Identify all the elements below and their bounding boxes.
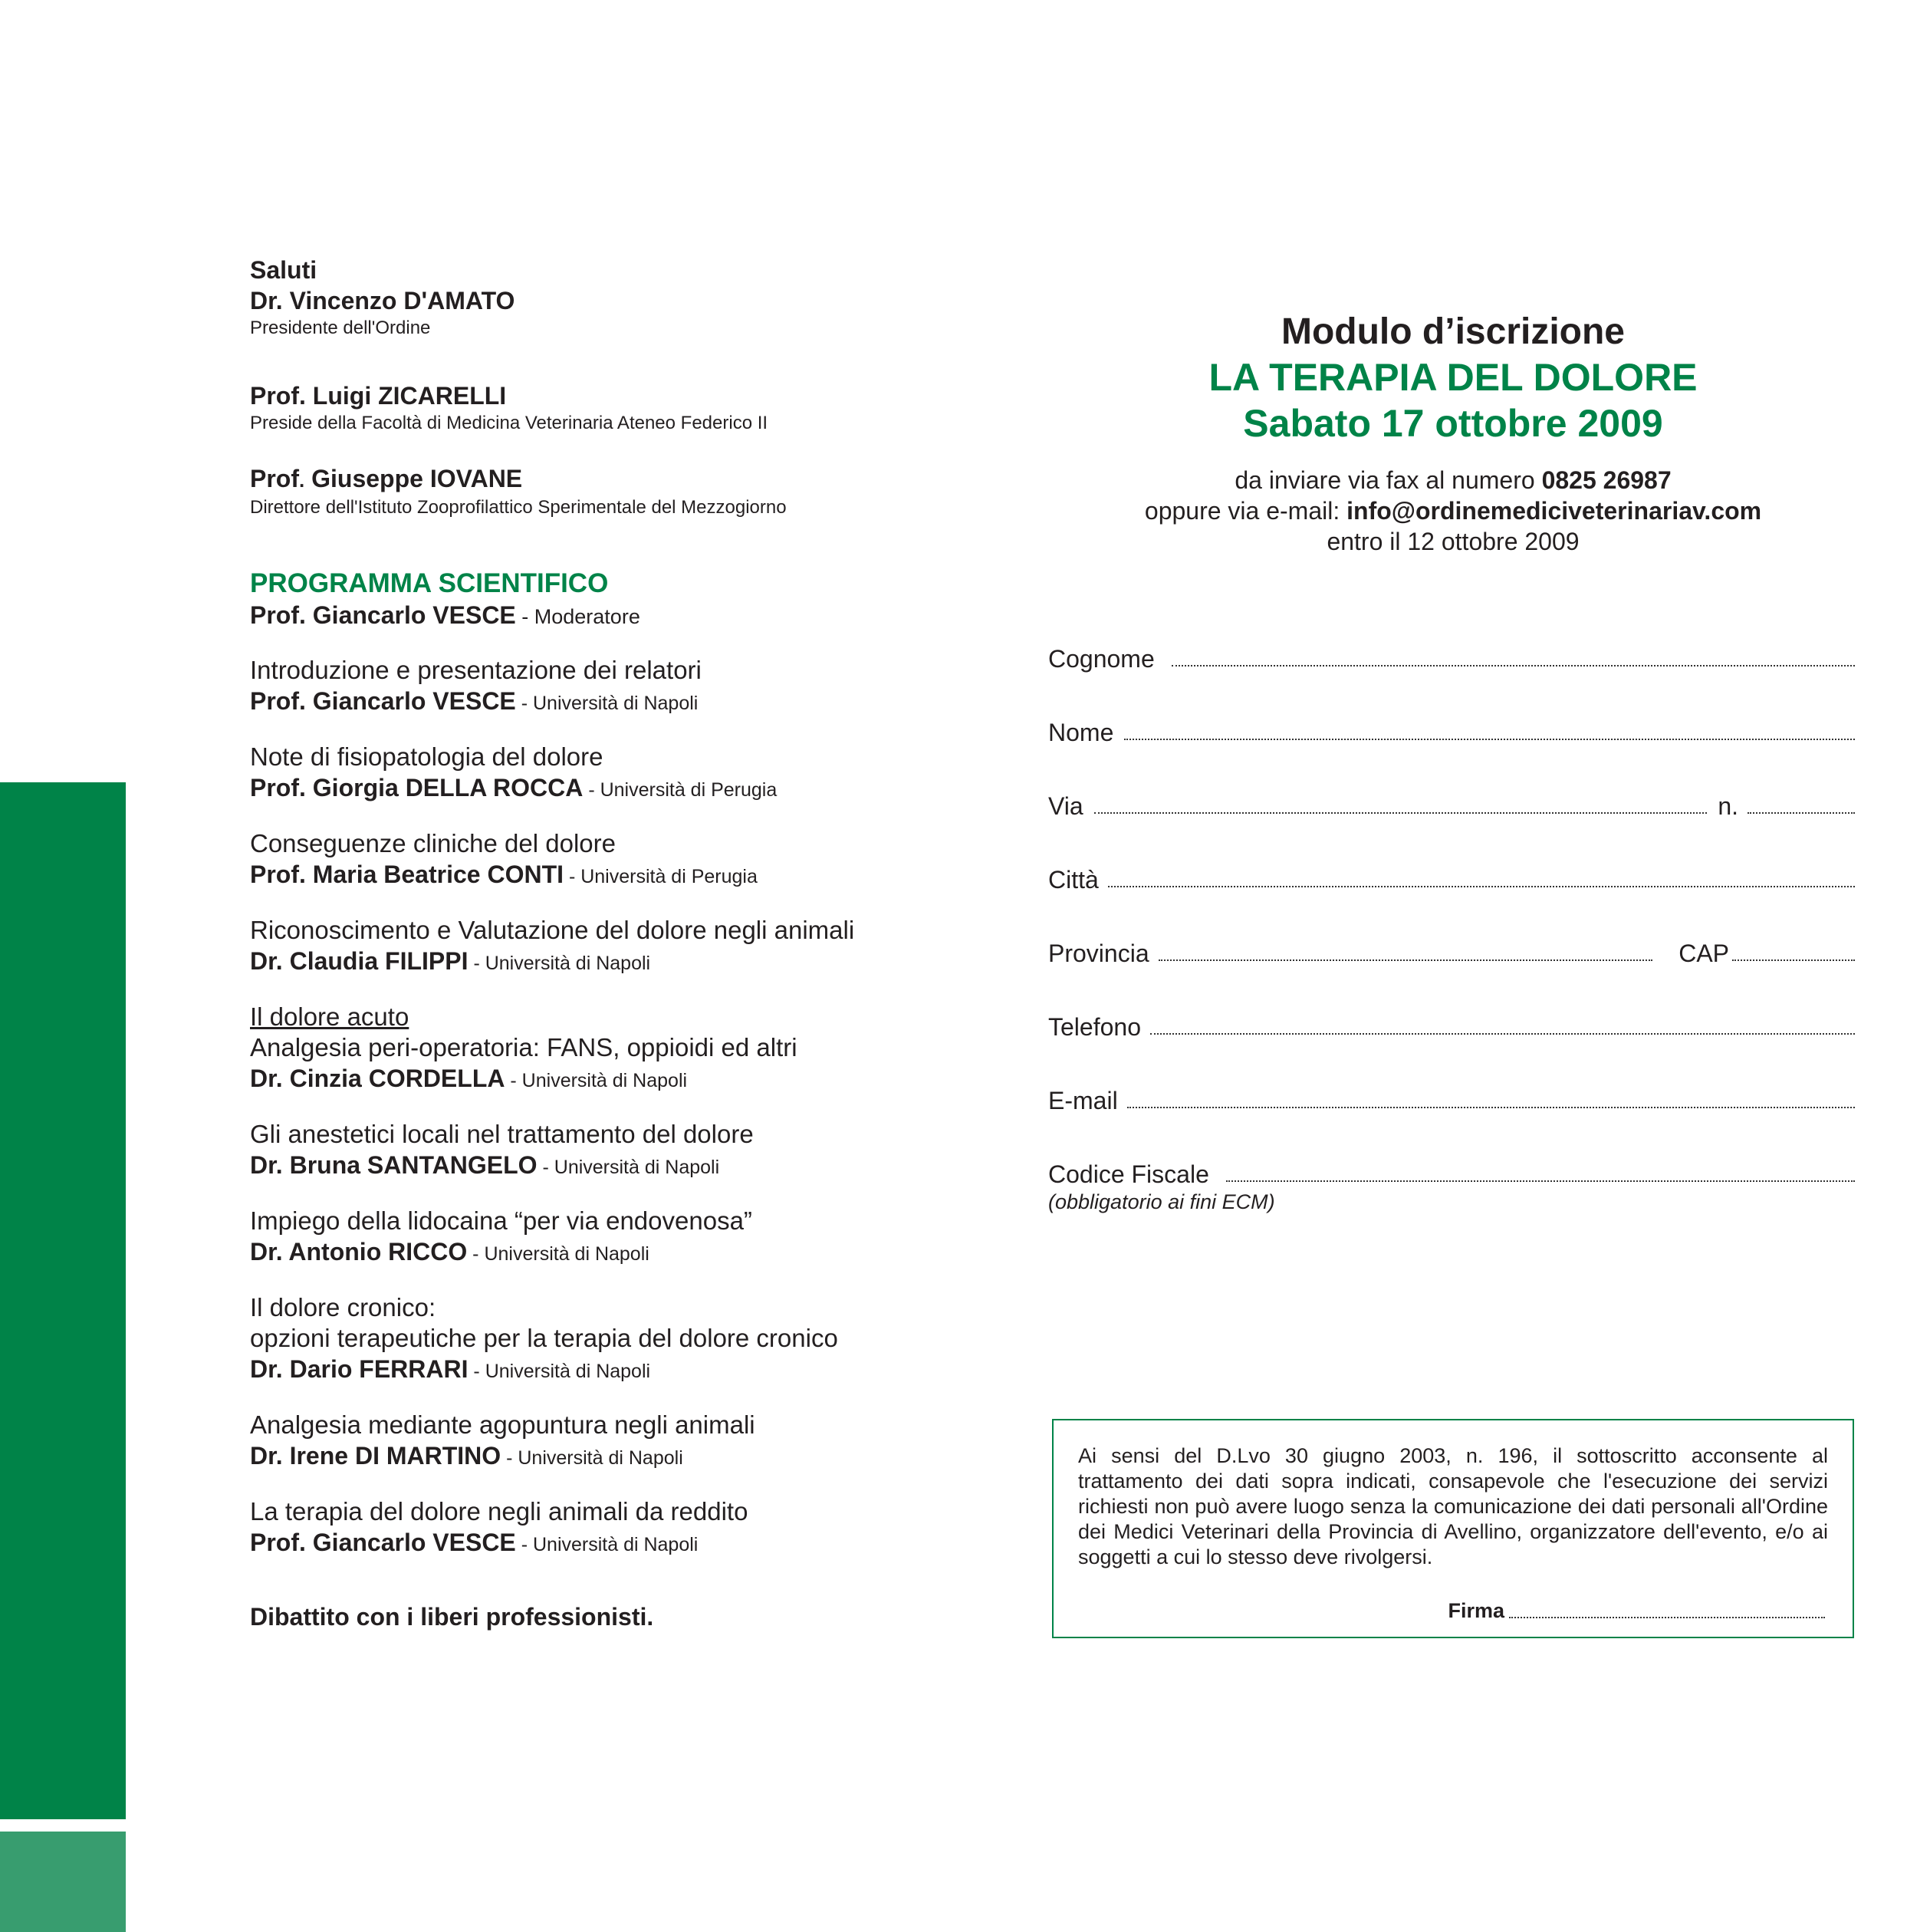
dotted-line[interactable] — [1226, 1180, 1855, 1182]
field-label: Nome — [1048, 719, 1114, 746]
talk-item — [250, 1206, 940, 1269]
greeting-name: Luigi ZICARELLI — [312, 382, 507, 410]
greeting-iovane: Prof. Giuseppe IOVANE Direttore dell'Istituto Zooprofilattico Sperimentale del Mezzogiorno — [250, 463, 940, 520]
email-field[interactable] — [1048, 1081, 1855, 1115]
talk-item — [250, 655, 940, 719]
talk-topic: La terapia del dolore negli animali da reddito — [250, 1497, 748, 1526]
talk-affiliation: - Università di Napoli — [501, 1447, 683, 1469]
talk-item — [250, 742, 940, 805]
talk-speaker: Prof. Giorgia DELLA ROCCA — [250, 774, 584, 801]
privacy-text: Ai sensi del D.Lvo 30 giugno 2003, n. 196, il sottoscritto acconsente al trattamento dei dati sopra indicati, consapevole che l'esecuzione dei servizi richiesti non può avere luogo senza la comunicazione dei dati personali all'Ordine dei Medici Veterinari della Provincia di Avellino, organizzatore dell'evento, e/o ai soggetti a cui lo stesso deve rivolgersi. — [1078, 1444, 1828, 1568]
greeting-title: Dr. — [250, 287, 283, 314]
email-address[interactable]: info@ordinemediciveterinariav.com — [1346, 497, 1762, 525]
field-label: Città — [1048, 866, 1099, 894]
via-field[interactable] — [1048, 787, 1855, 821]
closing-debate: Dibattito con i liberi professionisti. — [250, 1603, 654, 1631]
greeting-damato — [250, 255, 940, 341]
talk-affiliation: - Università di Napoli — [468, 953, 651, 974]
moderator — [250, 600, 940, 632]
light-green-side-bar — [0, 1832, 126, 1932]
dotted-line[interactable] — [1124, 739, 1855, 740]
dotted-line[interactable] — [1159, 959, 1653, 961]
talk-section: Il dolore acuto — [250, 1002, 409, 1031]
greeting-name: Giuseppe IOVANE — [311, 465, 523, 492]
talk-affiliation: - Università di Perugia — [583, 779, 778, 801]
event-title: LA TERAPIA DEL DOLORE — [1208, 356, 1698, 399]
email-line: oppure via e-mail: info@ordinemediciveterinariav.com — [1144, 497, 1762, 525]
greetings-title: Saluti — [250, 256, 317, 284]
dotted-line[interactable] — [1108, 886, 1855, 887]
telefono-field[interactable] — [1048, 1008, 1855, 1042]
talk-speaker: Dr. Claudia FILIPPI — [250, 947, 469, 975]
talk-item — [250, 1002, 940, 1096]
green-side-bar — [0, 782, 126, 1819]
talk-affiliation: - Università di Napoli — [537, 1157, 720, 1178]
talk-item — [250, 1119, 940, 1183]
fax-number: 0825 26987 — [1541, 466, 1672, 494]
talk-affiliation: - Università di Napoli — [505, 1070, 688, 1091]
privacy-consent-box — [1052, 1419, 1854, 1638]
field-label: Cognome — [1048, 645, 1155, 673]
nome-field[interactable] — [1048, 713, 1855, 747]
program-title: PROGRAMMA SCIENTIFICO — [250, 568, 609, 598]
talk-speaker: Prof. Giancarlo VESCE — [250, 687, 516, 715]
field-label: Telefono — [1048, 1013, 1141, 1041]
provincia-field[interactable] — [1048, 934, 1855, 968]
dotted-line[interactable] — [1094, 812, 1708, 814]
talk-speaker: Dr. Cinzia CORDELLA — [250, 1065, 505, 1092]
fax-line: da inviare via fax al numero 0825 26987 — [1235, 466, 1672, 494]
talk-speaker: Prof. Maria Beatrice CONTI — [250, 861, 564, 888]
greeting-role: Preside della Facoltà di Medicina Veterinaria Ateneo Federico II — [250, 413, 768, 433]
talk-topic: opzioni terapeutiche per la terapia del dolore cronico — [250, 1324, 838, 1352]
program-column — [250, 255, 940, 1632]
greeting-role: Presidente dell'Ordine — [250, 318, 431, 338]
talk-item — [250, 1496, 940, 1560]
greeting-zicarelli — [250, 380, 940, 436]
talk-topic: Note di fisiopatologia del dolore — [250, 742, 603, 771]
dotted-line[interactable] — [1172, 665, 1855, 666]
codice-fiscale-field[interactable] — [1048, 1155, 1855, 1189]
signature-label: Firma — [1448, 1599, 1504, 1622]
talk-item — [250, 828, 940, 892]
talk-speaker: Dr. Antonio RICCO — [250, 1238, 468, 1266]
moderator-role: - Moderatore — [515, 605, 640, 628]
signature-dotted-line[interactable] — [1509, 1617, 1825, 1618]
talk-affiliation: - Università di Napoli — [468, 1361, 651, 1382]
cap-label: CAP — [1678, 940, 1729, 967]
dotted-line[interactable] — [1127, 1107, 1855, 1108]
talk-topic: Riconoscimento e Valutazione del dolore negli animali — [250, 916, 855, 944]
talk-affiliation: - Università di Napoli — [515, 1534, 699, 1555]
talk-affiliation: - Università di Napoli — [467, 1243, 649, 1265]
talk-topic: Conseguenze cliniche del dolore — [250, 829, 616, 857]
dotted-line[interactable] — [1150, 1033, 1855, 1035]
talk-topic: Analgesia peri-operatoria: FANS, oppioidi ed altri — [250, 1033, 797, 1061]
talk-speaker: Dr. Bruna SANTANGELO — [250, 1151, 538, 1179]
field-label: Provincia — [1048, 940, 1149, 967]
field-label: E-mail — [1048, 1087, 1118, 1114]
cap-dotted-line[interactable] — [1732, 959, 1855, 961]
talk-item — [250, 1292, 940, 1387]
talk-affiliation: - Università di Napoli — [515, 693, 699, 714]
talk-speaker: Dr. Dario FERRARI — [250, 1355, 469, 1383]
numero-dotted-line[interactable] — [1748, 812, 1855, 814]
greeting-title: Prof. — [250, 382, 306, 410]
greeting-name: Vincenzo D'AMATO — [289, 287, 515, 314]
greeting-role: Direttore dell'Istituto Zooprofilattico Sperimentale del Mezzogiorno — [250, 497, 787, 518]
talk-item — [250, 1410, 940, 1473]
form-title: Modulo d’iscrizione — [1281, 311, 1625, 352]
talk-item — [250, 915, 940, 979]
event-date: Sabato 17 ottobre 2009 — [1243, 402, 1663, 445]
talk-topic: Analgesia mediante agopuntura negli animali — [250, 1410, 755, 1439]
talk-speaker: Dr. Irene DI MARTINO — [250, 1442, 501, 1470]
talk-topic: Impiego della lidocaina “per via endovenosa” — [250, 1206, 752, 1235]
signature-field[interactable] — [1448, 1599, 1825, 1623]
field-label: Via — [1048, 792, 1083, 820]
field-label: Codice Fiscale — [1048, 1160, 1209, 1188]
talk-speaker: Prof. Giancarlo VESCE — [250, 1529, 516, 1556]
cognome-field[interactable] — [1048, 640, 1855, 673]
numero-label: n. — [1718, 792, 1738, 820]
talk-topic: Introduzione e presentazione dei relatori — [250, 656, 702, 684]
codice-fiscale-note: (obbligatorio ai fini ECM) — [1048, 1190, 1275, 1213]
moderator-name: Prof. Giancarlo VESCE — [250, 601, 516, 629]
registration-form-header — [1043, 310, 1863, 557]
talk-section: Il dolore cronico: — [250, 1293, 436, 1321]
talk-topic: Gli anestetici locali nel trattamento del dolore — [250, 1120, 754, 1148]
talk-affiliation: - Università di Perugia — [564, 866, 758, 887]
greeting-title: Prof — [250, 465, 299, 492]
citta-field[interactable] — [1048, 861, 1855, 894]
deadline: entro il 12 ottobre 2009 — [1327, 528, 1580, 555]
